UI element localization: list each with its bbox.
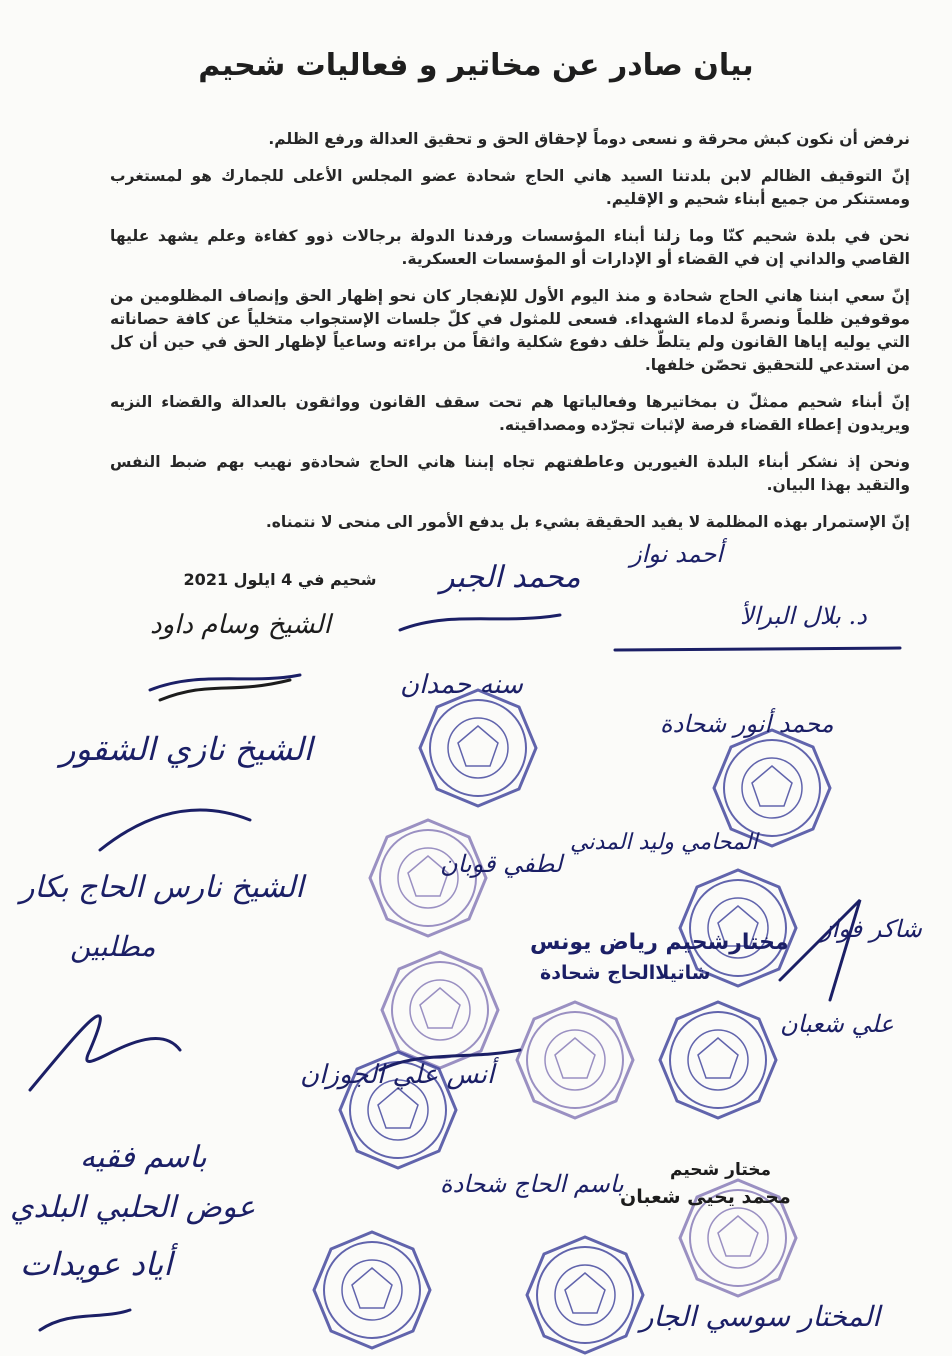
signature: المحامي وليد المدني [570,830,758,855]
signature: أنس علي الجوزان [300,1060,495,1090]
document-title: بيان صادر عن مخاتير و فعاليات شحيم [198,48,754,83]
signature: سنه حمدان [400,670,523,700]
official-seal-icon [660,1002,776,1118]
signature: عوض الحلبي البلدي [10,1190,256,1225]
paragraph: إنّ أبناء شحيم ممثلّ ن بمخاتيرها وفعالياتها هم تحت سقف القانون وواثقون بالعدالة والقضاء النزيه ويريدون إعطاء القضاء فرصة لإثبات تجرّده ومصداقيته. [110,393,910,434]
official-seal-icon [314,1232,430,1348]
mukhtar-stamp-subtext: شاتيلاالحاج شحادة [540,962,711,984]
signature: علي شعبان [780,1010,894,1038]
document-date: شحيم في 4 ايلول 2021 [183,570,377,589]
mukhtar-title: مختار شحيم [670,1160,772,1180]
signature: أياد عويدات [20,1245,173,1283]
official-seal-icon [527,1237,643,1353]
mukhtar-stamp-text: مختارشحيم رياض يونس [530,930,789,955]
signature: شاكر فواز [820,915,922,943]
paragraph: إنّ التوقيف الظالم لابن بلدتنا السيد هاني الحاج شحادة عضو المجلس الأعلى للجمارك هو لمستغرب ومستنكر من جميع أبناء شحيم و الإقليم. [110,167,910,208]
signature: أحمد نواز [630,540,723,568]
official-seal-icon [714,730,830,846]
official-seal-icon [382,952,498,1068]
signature: محمد الجبر [440,560,581,595]
signature: المختار سوسي الجار [640,1300,881,1333]
signature: لطفي قوبان [440,850,563,878]
signatures-area [0,530,952,1356]
paragraph: ونحن إذ نشكر أبناء البلدة الغيورين وعاطفتهم تجاه إبننا هاني الحاج شحادةو نهيب بهم ضبط النفس والتقيد بهذا البيان. [110,453,910,494]
signature: باسم الحاج شحادة [440,1170,624,1198]
signature: الشيخ وسام داود [150,610,331,640]
signature: الشيخ نارس الحاج بكار [20,870,304,905]
paragraph: نحن في بلدة شحيم كنّا وما زلنا أبناء المؤسسات ورفدنا الدولة برجالات ذوو كفاءة وعلم يشهد عليها القاصي والداني إن في القضاء أو الإدارات أو المؤسسات العسكرية. [110,227,910,268]
signature: مطلبين [70,930,156,963]
document-body [110,128,910,548]
paragraph: نرفض أن نكون كبش محرقة و نسعى دوماً لإحقاق الحق و تحقيق العدالة ورفع الظلم. [268,130,910,148]
signature: د. بلال البرالأ [740,602,867,630]
signature: محمد أنور شحادة [660,710,834,738]
official-seal-icon [370,820,486,936]
signature: الشيخ نازي الشقور [60,730,313,768]
mukhtar-name: محمد يحيى شعبان [620,1186,791,1208]
paragraph: إنّ الإستمرار بهذه المظلمة لا يفيد الحقيقة بشيء بل يدفع الأمور الى منحى لا نتمناه. [265,513,910,531]
paragraph: إنّ سعي ابننا هاني الحاج شحادة و منذ اليوم الأول للإنفجار كان نحو إظهار الحق وإنصاف المظلومين من موقوفين ظلماً ونصرةً لدماء الشهداء. فسعى للمثول في كلّ جلسات الإستجواب متخلياً عن كافة حصاناته التي يوليه إياها القانون ولم يتلطّ خلف دفوع شكلية واثقاً من براءته وساعياً لإظهار الحق في حين أن كل من استدعي للتحقيق تحصّن خلفها. [110,287,910,374]
official-seal-icon [517,1002,633,1118]
signature: باسم فقيه [80,1140,207,1175]
official-seal-icon [420,690,536,806]
